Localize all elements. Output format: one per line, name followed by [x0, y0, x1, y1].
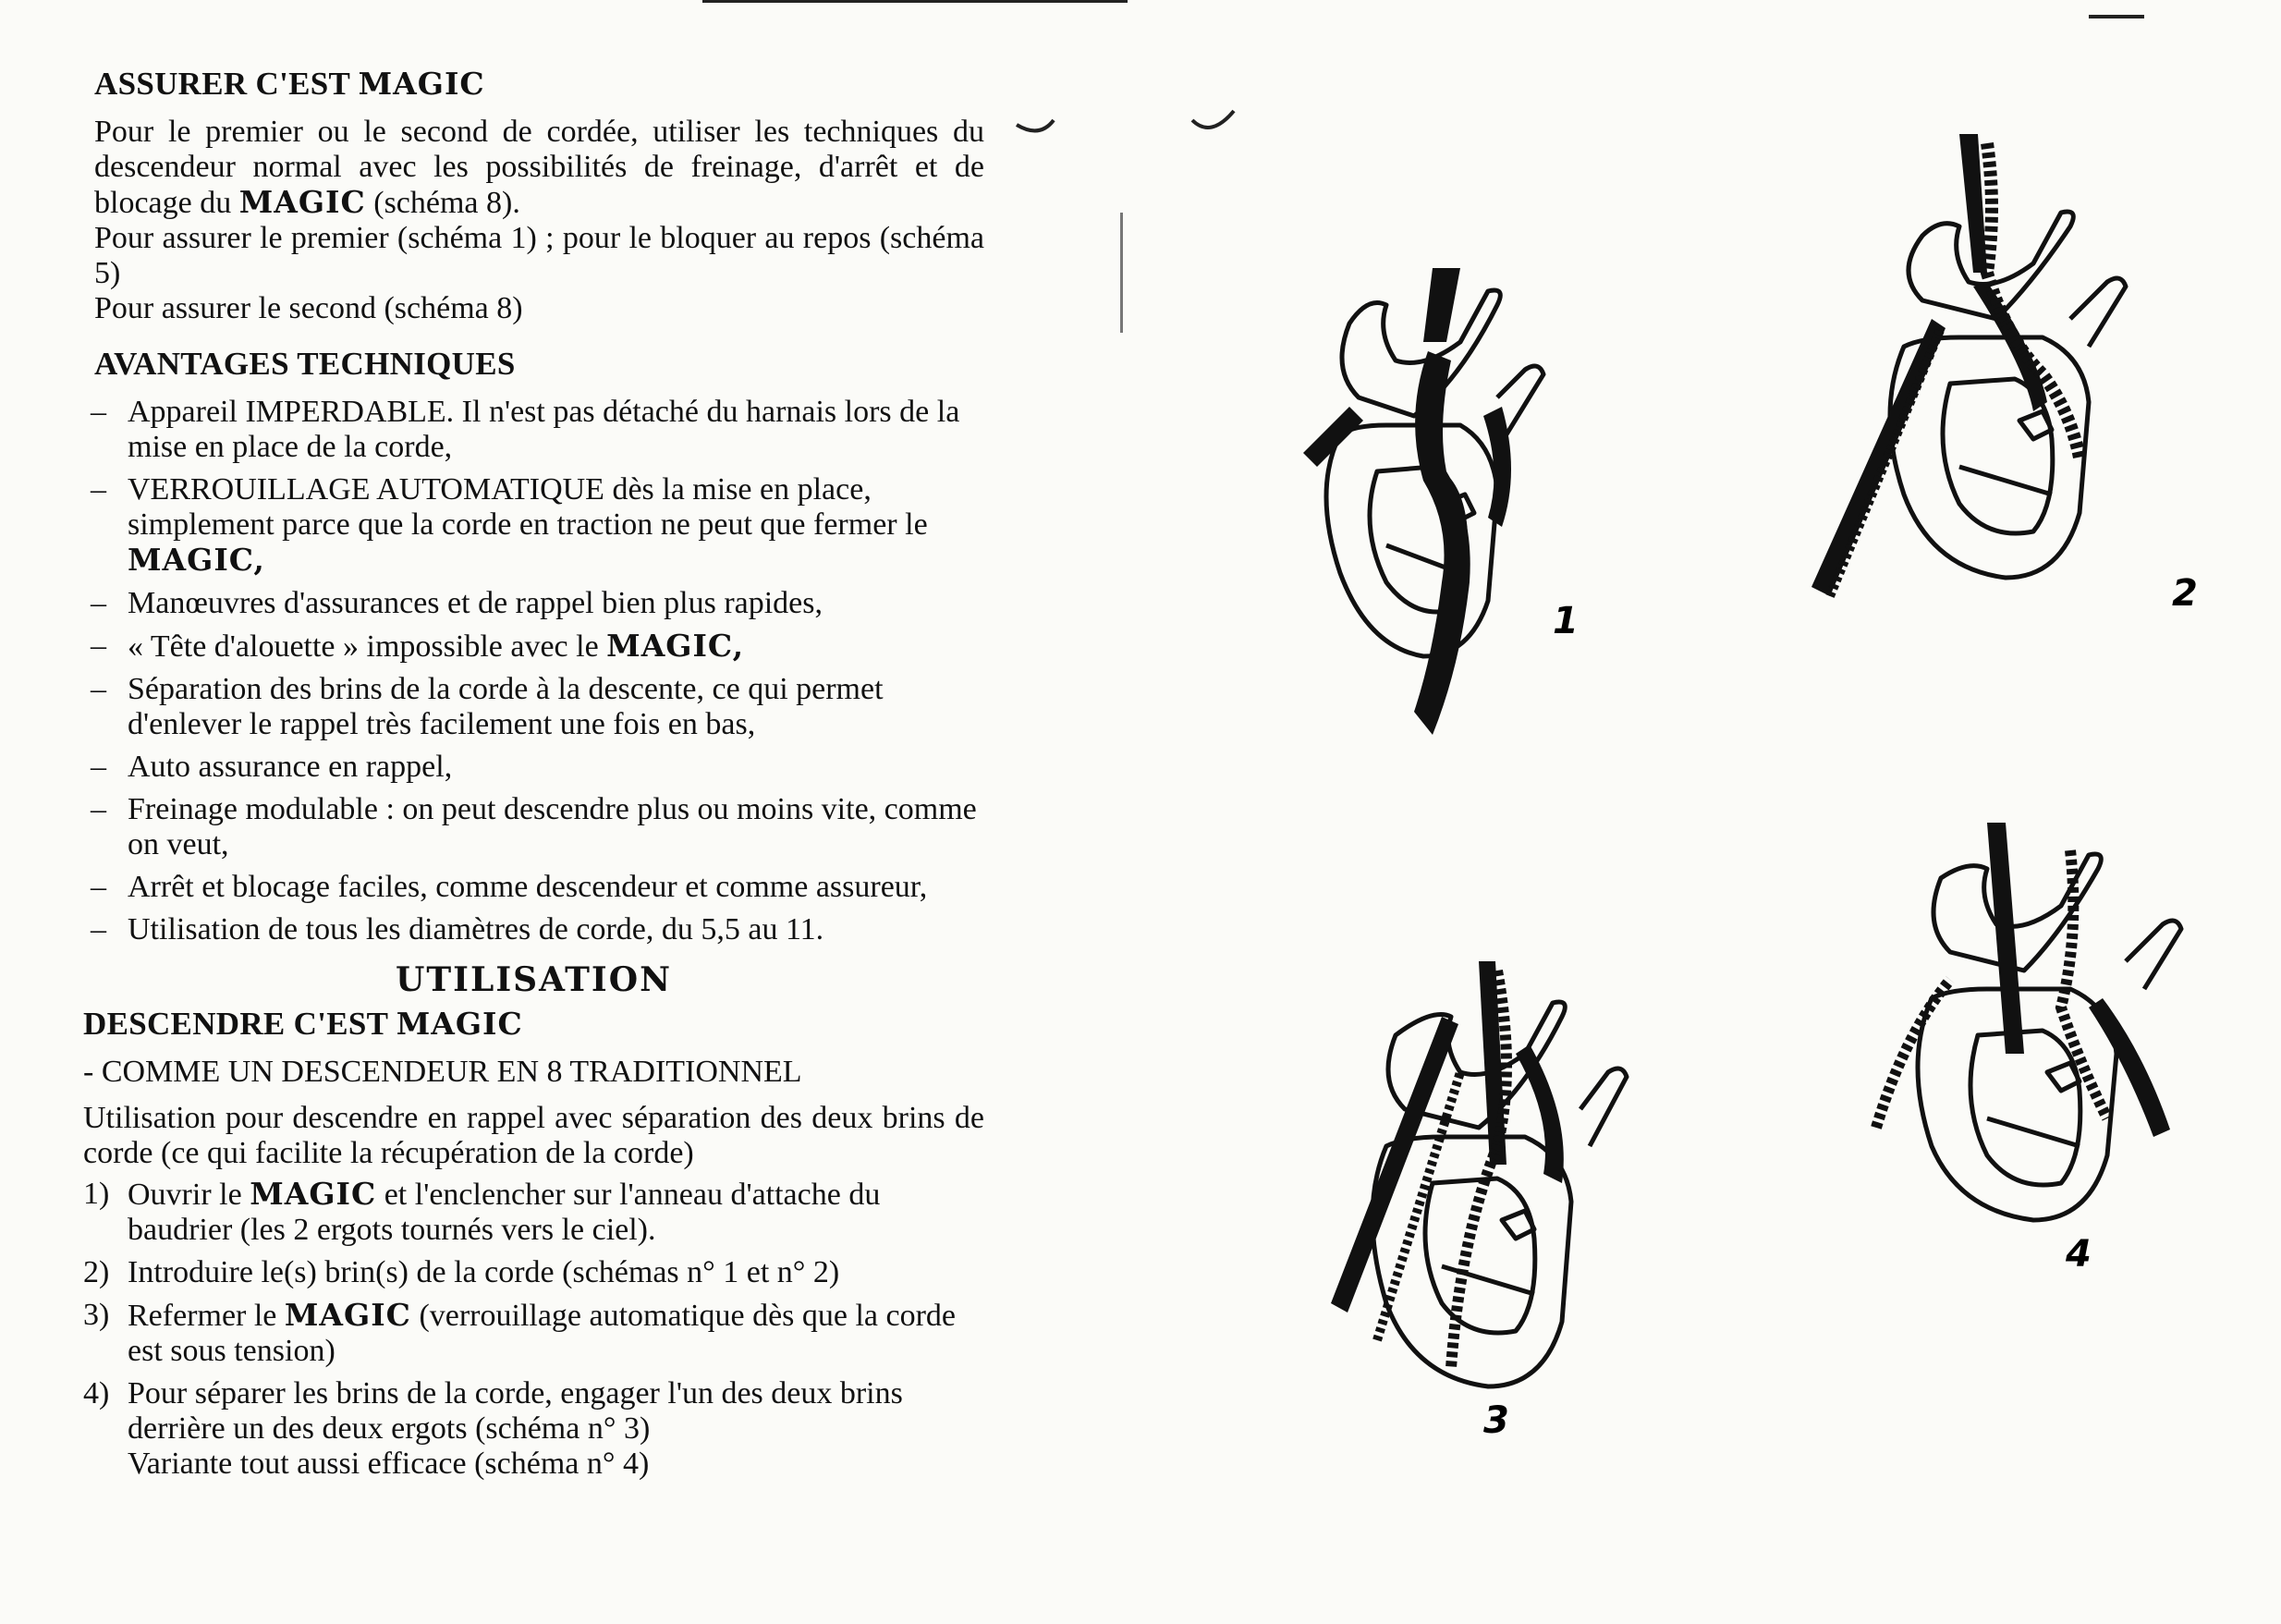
manual-text-column [83, 67, 984, 1489]
diagram-number: 3 [1483, 1399, 1509, 1442]
descendre-subheading: - COMME UN DESCENDEUR EN 8 TRADITIONNEL [83, 1055, 802, 1089]
steps-list [83, 1177, 984, 1482]
list-item: – Freinage modulable : on peut descendre plus ou moins vite, comme on veut, [83, 792, 984, 862]
advantages-list [83, 395, 984, 947]
step-item: 1) Ouvrir le MAGIC et l'enclencher sur l'anneau d'attache du baudrier (les 2 ergots tournés vers le ciel). [83, 1176, 881, 1247]
diagram-number: 4 [2066, 1233, 2092, 1276]
magic-device-illustration-3 [1331, 934, 1701, 1451]
paragraph: Pour le premier ou le second de cordée, utiliser les techniques du descendeur normal avec les possibilités de freinage, d'arrêt et de blocage du MAGIC (schéma 8). [94, 115, 984, 220]
list-item: – Séparation des brins de la corde à la descente, ce qui permet d'enlever le rappel très facilement une fois en bas, [83, 672, 984, 742]
magic-word: MAGIC [358, 66, 485, 102]
list-item: – Appareil IMPERDABLE. Il n'est pas détaché du harnais lors de la mise en place de la corde, [83, 395, 984, 465]
list-item: – Utilisation de tous les diamètres de corde, du 5,5 au 11. [83, 912, 984, 947]
section-title-avantages: AVANTAGES TECHNIQUES [94, 346, 516, 382]
section-title-descendre: DESCENDRE C'EST MAGIC [83, 1006, 523, 1042]
paragraph: Pour assurer le second (schéma 8) [94, 291, 523, 325]
diagram-2 [1793, 134, 2200, 633]
list-item: – Auto assurance en rappel, [83, 750, 984, 785]
paragraph: Pour assurer le premier (schéma 1) ; pour le bloquer au repos (schéma 5) [94, 221, 984, 290]
section-assurer-body [94, 115, 984, 326]
list-item: – « Tête d'alouette » impossible avec le MAGIC, [83, 629, 984, 665]
list-item: – Arrêt et blocage faciles, comme descendeur et comme assureur, [83, 870, 984, 905]
magic-word: MAGIC [238, 184, 366, 220]
step-item: 2) Introduire le(s) brin(s) de la corde (schémas n° 1 et n° 2) [83, 1255, 840, 1289]
step-item: 4) Pour séparer les brins de la corde, engager l'un des deux brins derrière un des deux ergots (schéma n° 3) Variante tout aussi efficace (schéma n° 4) [83, 1376, 903, 1481]
diagram-3 [1331, 934, 1701, 1451]
magic-device-illustration-1 [1275, 268, 1627, 749]
scan-edge-line [702, 0, 1128, 3]
list-item: – Manœuvres d'assurances et de rappel bien plus rapides, [83, 586, 984, 621]
magic-word: MAGIC, [606, 628, 745, 664]
section-title-utilisation: UTILISATION [395, 960, 673, 999]
right-page [1128, 0, 2281, 1624]
diagram-4 [1867, 823, 2255, 1285]
list-item: – VERROUILLAGE AUTOMATIQUE dès la mise en place, simplement parce que la corde en traction ne peut que fermer le MAGIC, [83, 472, 984, 579]
magic-device-illustration-2 [1793, 134, 2200, 633]
scan-fold-mark [1120, 213, 1123, 333]
descendre-paragraph: Utilisation pour descendre en rappel avec séparation des deux brins de corde (ce qui facilite la récupération de la corde) [83, 1101, 984, 1170]
diagram-number: 2 [2172, 572, 2198, 615]
step-item: 3) Refermer le MAGIC (verrouillage automatique dès que la corde est sous tension) [83, 1297, 957, 1368]
magic-word: MAGIC [250, 1176, 377, 1212]
diagram-1 [1275, 268, 1627, 749]
magic-device-illustration-4 [1867, 823, 2255, 1285]
magic-word: MAGIC [396, 1006, 523, 1042]
magic-word: MAGIC [284, 1297, 411, 1333]
diagram-number: 1 [1553, 600, 1579, 642]
left-page [0, 0, 1128, 1624]
section-title-assurer: ASSURER C'EST MAGIC [94, 66, 485, 102]
magic-word: MAGIC, [128, 542, 265, 578]
